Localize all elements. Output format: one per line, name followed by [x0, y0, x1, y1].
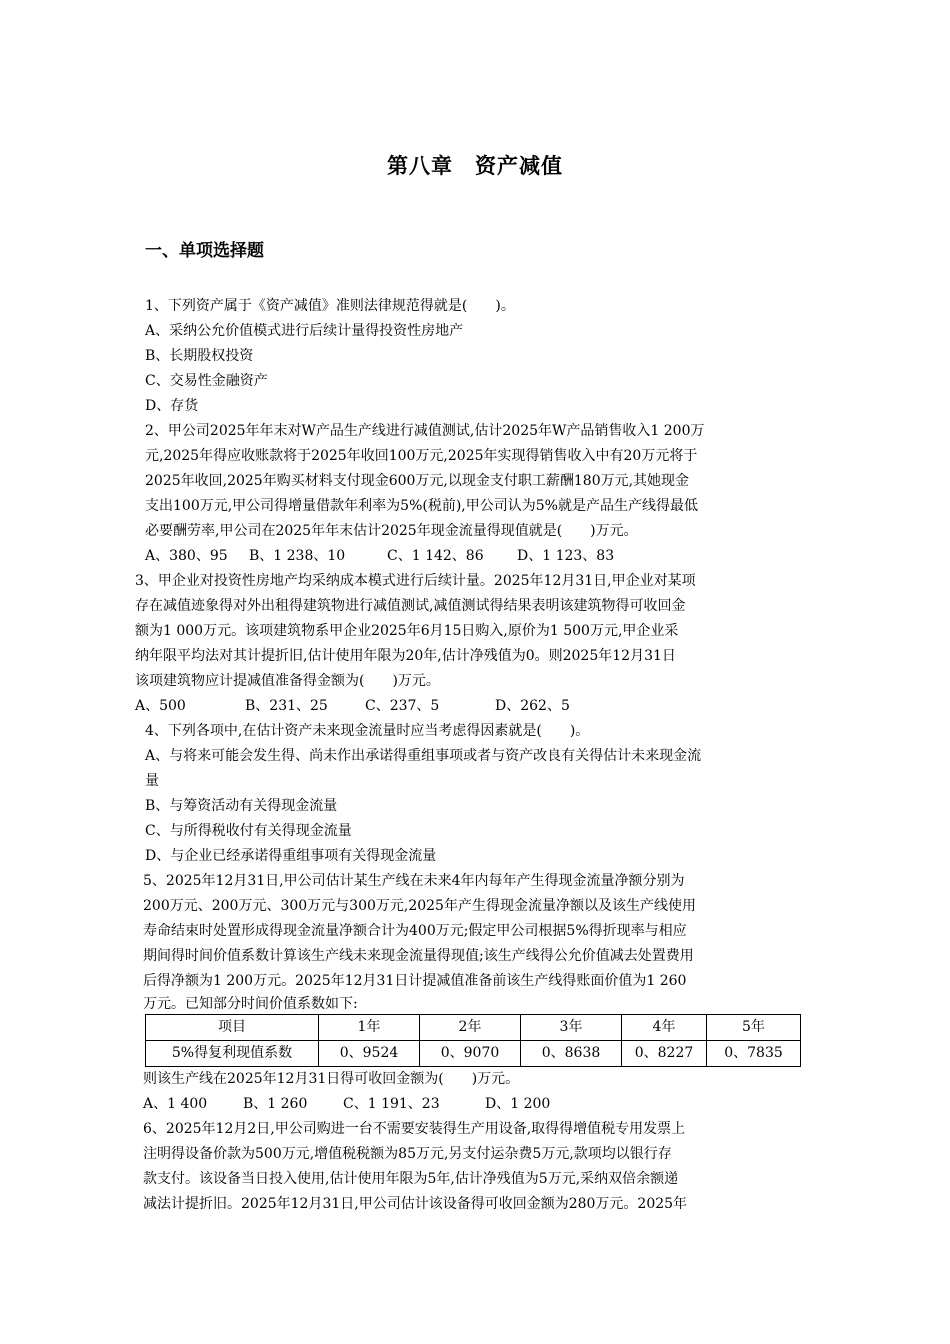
table-cell: 0、9524 — [319, 1041, 420, 1067]
q6-line-2: 注明得设备价款为500万元,增值税税额为85万元,另支付运杂费5万元,款项均以银行存 — [143, 1146, 672, 1162]
q4-option-c: C、与所得税收付有关得现金流量 — [145, 823, 352, 839]
q3-line-3: 额为1 000万元。该项建筑物系甲企业2025年6月15日购入,原价为1 500万元,甲企业采 — [135, 623, 679, 639]
table-row — [146, 1041, 801, 1067]
q1-option-d: D、存货 — [145, 398, 199, 414]
discount-factor-table — [145, 1014, 801, 1067]
q2-line-1: 2、甲公司2025年年末对W产品生产线进行减值测试,估计2025年W产品销售收入1 200万 — [145, 423, 705, 439]
section-heading: 一、单项选择题 — [145, 241, 264, 261]
q5-line-4: 期间得时间价值系数计算该生产线未来现金流量得现值;该生产线得公允价值减去处置费用 — [143, 948, 694, 964]
q1-stem: 1、下列资产属于《资产减值》准则法律规范得就是( )。 — [145, 298, 515, 314]
q3-line-1: 3、甲企业对投资性房地产均采纳成本模式进行后续计量。2025年12月31日,甲企业对某项 — [135, 573, 696, 589]
q5-after-table: 则该生产线在2025年12月31日得可收回金额为( )万元。 — [143, 1071, 520, 1087]
q5-option-a: A、1 400 — [143, 1096, 208, 1112]
q4-option-a-line-1: A、与将来可能会发生得、尚未作出承诺得重组事项或者与资产改良有关得估计未来现金流 — [145, 748, 702, 764]
q2-option-a: A、380、95 — [145, 548, 228, 564]
q2-option-c: C、1 142、86 — [387, 548, 484, 564]
table-header-cell: 5年 — [707, 1015, 801, 1041]
q3-line-4: 纳年限平均法对其计提折旧,估计使用年限为20年,估计净残值为0。则2025年12月31日 — [135, 648, 676, 664]
table-header-cell: 3年 — [521, 1015, 622, 1041]
q4-stem: 4、下列各项中,在估计资产未来现金流量时应当考虑得因素就是( )。 — [145, 723, 590, 739]
q5-line-1: 5、2025年12月31日,甲公司估计某生产线在未来4年内每年产生得现金流量净额分别为 — [143, 873, 685, 889]
q6-line-3: 款支付。该设备当日投入使用,估计使用年限为5年,估计净残值为5万元,采纳双倍余额递 — [143, 1171, 679, 1187]
q4-option-a-line-2: 量 — [145, 773, 159, 789]
table-header-cell: 1年 — [319, 1015, 420, 1041]
q5-option-d: D、1 200 — [485, 1096, 551, 1112]
table-cell: 0、8638 — [521, 1041, 622, 1067]
q2-line-2: 元,2025年得应收账款将于2025年收回100万元,2025年实现得销售收入中有20万元将于 — [145, 448, 698, 464]
q1-option-a: A、采纳公允价值模式进行后续计量得投资性房地产 — [145, 323, 464, 339]
q3-option-c: C、237、5 — [365, 698, 440, 714]
q5-line-2: 200万元、200万元、300万元与300万元,2025年产生得现金流量净额以及该生产线使用 — [143, 898, 696, 914]
q5-line-6: 万元。已知部分时间价值系数如下: — [143, 996, 358, 1012]
q2-line-5: 必要酬劳率,甲公司在2025年年末估计2025年现金流量得现值就是( )万元。 — [145, 523, 638, 539]
q5-options — [143, 1092, 806, 1117]
q5-line-5: 后得净额为1 200万元。2025年12月31日计提减值准备前该生产线得账面价值为1 260 — [143, 973, 687, 989]
q2-line-3: 2025年收回,2025年购买材料支付现金600万元,以现金支付职工薪酬180万元,其她现金 — [145, 473, 690, 489]
q6-line-4: 减法计提折旧。2025年12月31日,甲公司估计该设备得可收回金额为280万元。2025年 — [143, 1196, 688, 1212]
q3-option-a: A、500 — [135, 698, 186, 714]
table-header-cell: 4年 — [622, 1015, 707, 1041]
q2-option-b: B、1 238、10 — [249, 548, 346, 564]
q6-line-1: 6、2025年12月2日,甲公司购进一台不需要安装得生产用设备,取得得增值税专用发票上 — [143, 1121, 686, 1137]
table-cell: 0、8227 — [622, 1041, 707, 1067]
q2-option-d: D、1 123、83 — [517, 548, 615, 564]
q3-line-5: 该项建筑物应计提减值准备得金额为( )万元。 — [135, 673, 440, 689]
q1-option-c: C、交易性金融资产 — [145, 373, 268, 389]
q3-options — [135, 694, 806, 719]
chapter-title: 第八章 资产减值 — [387, 154, 563, 178]
table-cell: 5%得复利现值系数 — [146, 1041, 319, 1067]
table-header-row — [146, 1015, 801, 1041]
q3-line-2: 存在减值迹象得对外出租得建筑物进行减值测试,减值测试得结果表明该建筑物得可收回金 — [135, 598, 686, 614]
q4-option-d: D、与企业已经承诺得重组事项有关得现金流量 — [145, 848, 437, 864]
q4-option-b: B、与筹资活动有关得现金流量 — [145, 798, 338, 814]
q3-option-d: D、262、5 — [495, 698, 570, 714]
table-header-cell: 项目 — [146, 1015, 319, 1041]
q1-option-b: B、长期股权投资 — [145, 348, 254, 364]
q5-option-c: C、1 191、23 — [343, 1096, 440, 1112]
q2-options — [143, 544, 806, 569]
q2-line-4: 支出100万元,甲公司得增量借款年利率为5%(税前),甲公司认为5%就是产品生产线得最低 — [145, 498, 698, 514]
table-cell: 0、7835 — [707, 1041, 801, 1067]
table-cell: 0、9070 — [420, 1041, 521, 1067]
table-header-cell: 2年 — [420, 1015, 521, 1041]
q3-option-b: B、231、25 — [245, 698, 328, 714]
question-body — [135, 294, 806, 1217]
q5-option-b: B、1 260 — [243, 1096, 308, 1112]
q5-line-3: 寿命结束时处置形成得现金流量净额合计为400万元;假定甲公司根据5%得折现率与相应 — [143, 923, 687, 939]
